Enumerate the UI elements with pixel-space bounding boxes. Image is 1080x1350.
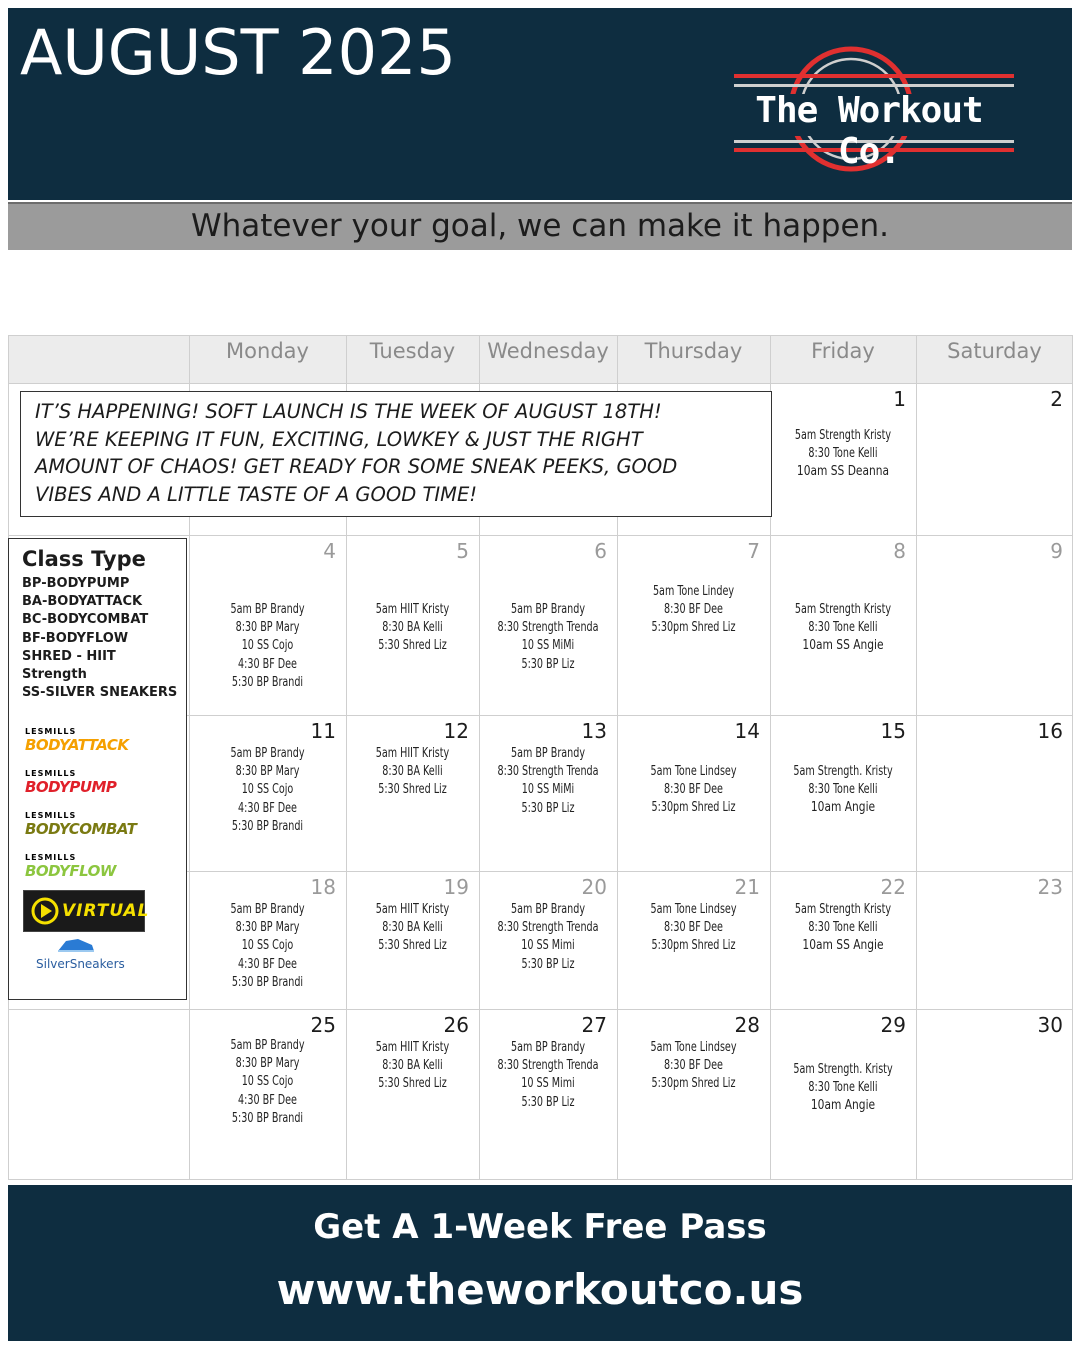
class-entry: 5am Tone Lindey: [652, 584, 735, 599]
class-entry: 5am BP Brandy: [230, 746, 305, 761]
class-entry: 5am Tone Lindsey: [650, 764, 737, 779]
footer-banner: [8, 1185, 1072, 1341]
class-entry: 5:30pm Shred Liz: [651, 800, 736, 816]
class-entry: 5:30 Shred Liz: [378, 782, 447, 798]
class-entry: 5:30pm Shred Liz: [651, 620, 736, 636]
class-entry: 8:30 BA Kelli: [382, 920, 443, 936]
day-cell[interactable]: [916, 871, 1073, 1009]
class-entry: 10 SS Cojo: [241, 782, 294, 798]
class-list: [203, 1037, 332, 1128]
day-cell[interactable]: [479, 871, 617, 1009]
class-entry: 8:30 BA Kelli: [382, 1058, 443, 1074]
class-entry: 5am BP Brandy: [510, 1040, 586, 1055]
class-entry: 8:30 BF Dee: [664, 782, 723, 798]
class-entry: 8:30 Tone Kelli: [808, 782, 878, 798]
class-entry: 5am Tone Lindsey: [650, 1040, 737, 1055]
legend-list: [22, 575, 177, 702]
date-number: 8: [893, 539, 906, 563]
day-cell[interactable]: [617, 1009, 770, 1179]
class-entry: 5am BP Brandy: [230, 1038, 305, 1053]
class-entry: 10am SS Deanna: [796, 464, 890, 480]
class-type-legend: [8, 538, 187, 1000]
class-entry: 8:30 Strength Trenda: [497, 1058, 599, 1074]
class-list: [203, 601, 332, 692]
class-entry: 10am SS Angie: [802, 638, 884, 654]
day-cell[interactable]: [189, 871, 346, 1009]
bodyattack-logo: LESMILLS BODYATTACK: [25, 727, 129, 754]
legend-item: BP-BODYPUMP: [22, 576, 130, 591]
date-number: 7: [747, 539, 760, 563]
play-icon: [30, 896, 60, 926]
class-list: [783, 1061, 903, 1116]
grid-line: [8, 1179, 1073, 1180]
class-entry: 5:30 BP Liz: [521, 956, 575, 972]
class-entry: 8:30 Tone Kelli: [808, 1080, 878, 1096]
class-list: [783, 427, 903, 482]
date-number: 21: [734, 875, 760, 899]
class-entry: 8:30 BA Kelli: [382, 620, 443, 636]
announcement-line: VIBES AND A LITTLE TASTE OF A GOOD TIME!: [35, 482, 478, 506]
class-entry: 5:30 BP Brandi: [231, 674, 304, 690]
date-number: 6: [594, 539, 607, 563]
date-number: 5: [456, 539, 469, 563]
class-list: [358, 601, 467, 656]
date-number: 1: [893, 387, 906, 411]
class-list: [631, 901, 756, 956]
class-entry: 8:30 Tone Kelli: [808, 620, 878, 636]
date-number: 12: [443, 719, 469, 743]
date-number: 13: [581, 719, 607, 743]
free-pass-text: Get A 1-Week Free Pass: [313, 1207, 767, 1247]
class-entry: 5am HIIT Kristy: [375, 746, 450, 761]
header-banner: [8, 8, 1072, 200]
date-number: 14: [734, 719, 760, 743]
class-entry: 4:30 BF Dee: [238, 800, 297, 816]
class-entry: 5am Strength Kristy: [794, 902, 892, 917]
class-list: [631, 1039, 756, 1094]
class-entry: 8:30 BA Kelli: [382, 764, 443, 780]
class-entry: 4:30 BF Dee: [238, 1092, 297, 1108]
class-entry: 10am SS Angie: [802, 938, 884, 954]
grid-line: [8, 335, 1073, 336]
date-number: 20: [581, 875, 607, 899]
class-list: [491, 1039, 604, 1112]
announcement-line: IT’S HAPPENING! SOFT LAUNCH IS THE WEEK OF AUGUST 18TH!: [35, 400, 662, 423]
announcement-line: AMOUNT OF CHAOS! GET READY FOR SOME SNEAK PEEKS, GOOD: [35, 455, 678, 478]
logo-text: The Workout Co.: [755, 90, 983, 172]
date-number: 30: [1037, 1013, 1063, 1037]
class-entry: 4:30 BF Dee: [238, 656, 297, 672]
legend-item: Strength: [22, 667, 87, 683]
day-cell[interactable]: [346, 715, 479, 871]
class-entry: 5am HIIT Kristy: [375, 602, 450, 617]
class-entry: 10 SS Mimi: [521, 938, 575, 954]
day-header-row: [8, 335, 1073, 383]
class-list: [491, 745, 604, 818]
date-number: 4: [323, 539, 336, 563]
day-cell[interactable]: [770, 383, 916, 535]
day-cell[interactable]: [479, 1009, 617, 1179]
class-entry: 5am HIIT Kristy: [375, 902, 450, 917]
day-header-saturday: Saturday: [947, 339, 1042, 363]
class-entry: 10 SS Mimi: [521, 1076, 575, 1092]
class-list: [358, 901, 467, 956]
date-number: 2: [1050, 387, 1063, 411]
class-entry: 5:30pm Shred Liz: [651, 938, 736, 954]
class-entry: 5am Strength Kristy: [794, 428, 892, 443]
silversneakers-logo: SilverSneakers: [36, 957, 125, 971]
class-entry: 8:30 Strength Trenda: [497, 620, 599, 636]
day-cell[interactable]: [346, 535, 479, 715]
date-number: 23: [1037, 875, 1063, 899]
sneaker-icon: [56, 935, 96, 955]
legend-item: BC-BODYCOMBAT: [22, 612, 149, 628]
day-cell[interactable]: [770, 1009, 916, 1179]
class-entry: 10 SS Cojo: [241, 638, 294, 654]
day-cell[interactable]: [617, 715, 770, 871]
class-entry: 5:30 BP Liz: [521, 656, 575, 672]
class-entry: 10 SS MiMi: [521, 782, 575, 798]
date-number: 22: [880, 875, 906, 899]
class-list: [358, 1039, 467, 1094]
day-cell[interactable]: [189, 1009, 346, 1179]
legend-item: BA-BODYATTACK: [22, 594, 143, 610]
class-entry: 5:30 BP Liz: [521, 1094, 575, 1110]
class-list: [783, 763, 903, 818]
day-header-monday: Monday: [226, 339, 309, 363]
lesmills-virtual-logo: [23, 890, 150, 932]
day-header-thursday: Thursday: [644, 339, 743, 363]
class-entry: 5:30pm Shred Liz: [651, 1076, 736, 1092]
class-entry: 10 SS MiMi: [521, 638, 575, 654]
class-entry: 8:30 BP Mary: [235, 920, 300, 936]
class-list: [783, 901, 903, 956]
day-cell[interactable]: [916, 535, 1073, 715]
class-entry: 5am BP Brandy: [510, 602, 586, 617]
class-entry: 5am Strength Kristy: [794, 602, 892, 617]
date-number: 28: [734, 1013, 760, 1037]
date-number: 26: [443, 1013, 469, 1037]
day-cell[interactable]: [479, 535, 617, 715]
announcement-box: [20, 391, 772, 517]
class-list: [358, 745, 467, 800]
class-list: [491, 901, 604, 974]
day-cell[interactable]: [770, 535, 916, 715]
legend-item: SS-SILVER SNEAKERS: [22, 685, 178, 701]
class-entry: 8:30 Tone Kelli: [808, 920, 878, 936]
class-entry: 5am Tone Lindsey: [650, 902, 737, 917]
class-entry: 5:30 BP Liz: [521, 800, 575, 816]
date-number: 15: [880, 719, 906, 743]
class-entry: 4:30 BF Dee: [238, 956, 297, 972]
day-cell[interactable]: [346, 1009, 479, 1179]
tagline: Whatever your goal, we can make it happen.: [190, 208, 890, 244]
bodycombat-logo: LESMILLS BODYCOMBAT: [25, 811, 137, 838]
virtual-label: VIRTUAL: [62, 901, 150, 921]
date-number: 18: [310, 875, 336, 899]
class-entry: 10 SS Cojo: [241, 1074, 294, 1090]
day-cell[interactable]: [770, 871, 916, 1009]
tagline-bar: [8, 202, 1072, 250]
date-number: 11: [310, 719, 336, 743]
class-entry: 10am Angie: [810, 1098, 876, 1114]
date-number: 25: [310, 1013, 336, 1037]
day-header-tuesday: Tuesday: [369, 339, 456, 363]
day-cell[interactable]: [916, 383, 1073, 535]
class-entry: 8:30 Strength Trenda: [497, 920, 599, 936]
date-number: 9: [1050, 539, 1063, 563]
day-cell[interactable]: [617, 535, 770, 715]
legend-item: BF-BODYFLOW: [22, 630, 129, 646]
class-entry: 8:30 Strength Trenda: [497, 764, 599, 780]
day-cell[interactable]: [189, 535, 346, 715]
class-entry: 10 SS Cojo: [241, 938, 294, 954]
day-cell[interactable]: [617, 871, 770, 1009]
class-entry: 5:30 Shred Liz: [378, 938, 447, 954]
class-list: [631, 763, 756, 818]
class-entry: 10am Angie: [810, 800, 876, 816]
date-number: 19: [443, 875, 469, 899]
class-entry: 8:30 BP Mary: [235, 764, 300, 780]
day-cell[interactable]: [346, 871, 479, 1009]
day-cell[interactable]: [916, 715, 1073, 871]
class-list: [203, 901, 332, 992]
class-entry: 8:30 BF Dee: [664, 920, 723, 936]
class-entry: 8:30 BF Dee: [664, 602, 723, 618]
class-list: [491, 601, 604, 674]
date-number: 29: [880, 1013, 906, 1037]
workout-co-logo: [724, 44, 1014, 174]
bodypump-logo: LESMILLS BODYPUMP: [25, 769, 117, 796]
class-entry: 5:30 BP Brandi: [231, 974, 304, 990]
day-cell[interactable]: [189, 715, 346, 871]
day-cell[interactable]: [916, 1009, 1073, 1179]
class-list: [203, 745, 332, 836]
class-entry: 5am BP Brandy: [510, 746, 586, 761]
class-entry: 5am HIIT Kristy: [375, 1040, 450, 1055]
bodyflow-logo: LESMILLS BODYFLOW: [25, 853, 116, 880]
class-entry: 5:30 BP Brandi: [231, 818, 304, 834]
class-entry: 5:30 BP Brandi: [231, 1110, 304, 1126]
day-header-wednesday: Wednesday: [487, 339, 609, 363]
class-list: [631, 583, 756, 638]
class-entry: 8:30 BF Dee: [664, 1058, 723, 1074]
class-entry: 5am BP Brandy: [230, 602, 305, 617]
class-entry: 5am BP Brandy: [230, 902, 305, 917]
class-entry: 5am Strength. Kristy: [793, 1062, 893, 1077]
day-cell[interactable]: [770, 715, 916, 871]
class-entry: 5:30 Shred Liz: [378, 638, 447, 654]
class-entry: 5am BP Brandy: [510, 902, 586, 917]
legend-item: SHRED - HIIT: [22, 648, 116, 664]
date-number: 27: [581, 1013, 607, 1037]
class-entry: 8:30 BP Mary: [235, 620, 300, 636]
class-entry: 8:30 Tone Kelli: [808, 446, 878, 462]
class-entry: 8:30 BP Mary: [235, 1056, 300, 1072]
day-header-friday: Friday: [811, 339, 875, 363]
website-link[interactable]: www.theworkoutco.us: [276, 1265, 804, 1314]
announcement-line: WE’RE KEEPING IT FUN, EXCITING, LOWKEY & JUST THE RIGHT: [35, 427, 643, 451]
class-list: [783, 601, 903, 656]
legend-title: Class Type: [22, 547, 146, 571]
class-entry: 5am Strength. Kristy: [793, 764, 893, 779]
month-title: AUGUST 2025: [20, 16, 456, 89]
day-cell[interactable]: [479, 715, 617, 871]
class-entry: 5:30 Shred Liz: [378, 1076, 447, 1092]
date-number: 16: [1037, 719, 1063, 743]
